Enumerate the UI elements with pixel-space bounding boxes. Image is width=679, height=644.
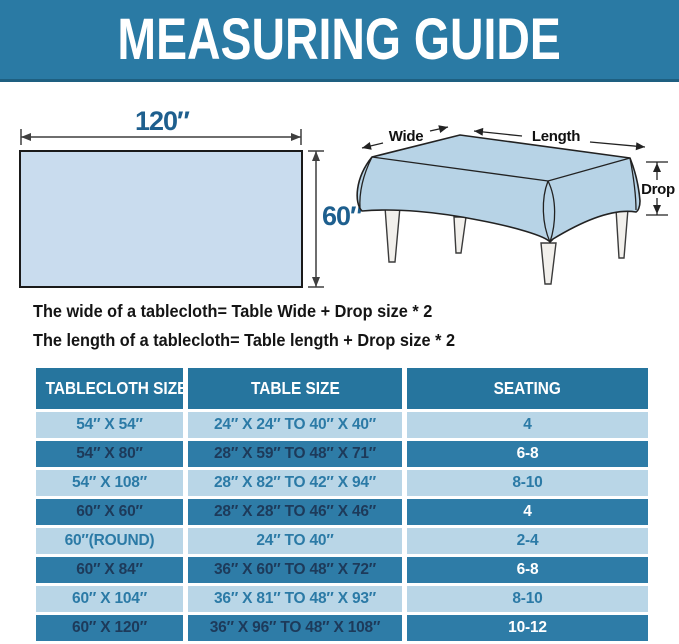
arrowhead <box>653 205 661 214</box>
table-cell: 36″ X 81″ TO 48″ X 93″ <box>188 586 402 612</box>
table-cell: 24″ X 24″ TO 40″ X 40″ <box>188 412 402 438</box>
arrowhead-up <box>312 151 320 161</box>
table-leg <box>385 207 400 262</box>
table-row <box>36 528 648 554</box>
table-cell: 36″ X 96″ TO 48″ X 108″ <box>188 615 402 641</box>
table-cell: 6-8 <box>407 557 648 583</box>
table-cell: 54″ X 80″ <box>36 441 183 467</box>
formula-length: The length of a tablecloth= Table length + Drop size * 2 <box>33 330 456 350</box>
table-leg <box>616 209 628 258</box>
table-cell: 54″ X 54″ <box>36 412 183 438</box>
table-cell: 60″ X 104″ <box>36 586 183 612</box>
table-cell: 10-12 <box>407 615 648 641</box>
arrowhead <box>636 142 645 150</box>
table-cell: 4 <box>407 499 648 525</box>
table-cell: 54″ X 108″ <box>36 470 183 496</box>
width-dimension-label: 120″ <box>135 106 189 136</box>
table-cell: 28″ X 59″ TO 48″ X 71″ <box>188 441 402 467</box>
table-row <box>36 412 648 438</box>
table-row <box>36 615 648 641</box>
table-row <box>36 499 648 525</box>
table-row <box>36 586 648 612</box>
table-cell: 8-10 <box>407 586 648 612</box>
arrowhead <box>474 128 483 136</box>
table-illustration <box>357 125 675 284</box>
length-label: Length <box>531 128 581 145</box>
table-cell: 36″ X 60″ TO 48″ X 72″ <box>188 557 402 583</box>
table-cell: 60″ X 60″ <box>36 499 183 525</box>
flat-tablecloth-diagram <box>20 106 363 287</box>
arrowhead-left <box>21 133 31 141</box>
tablecloth-rectangle <box>20 151 302 287</box>
column-header-tablecloth-size: TABLECLOTH SIZE <box>36 368 183 409</box>
table-cell: 24″ TO 40″ <box>188 528 402 554</box>
tablecloth-shape <box>357 135 640 242</box>
size-chart-table <box>31 365 653 644</box>
table-cell: 60″ X 120″ <box>36 615 183 641</box>
height-dimension-label: 60″ <box>322 201 362 231</box>
arrowhead-down <box>312 277 320 287</box>
table-row <box>36 441 648 467</box>
wide-label: Wide <box>388 128 424 145</box>
table-cell: 60″(ROUND) <box>36 528 183 554</box>
formula-width: The wide of a tablecloth= Table Wide + Drop size * 2 <box>33 301 433 321</box>
column-header-seating: SEATING <box>407 368 648 409</box>
table-cell: 28″ X 82″ TO 42″ X 94″ <box>188 470 402 496</box>
header-row <box>36 368 648 409</box>
arrowhead <box>653 163 661 172</box>
page-title: MEASURING GUIDE <box>117 7 562 72</box>
arrowhead-right <box>291 133 301 141</box>
table-row <box>36 557 648 583</box>
column-header-table-size: TABLE SIZE <box>188 368 402 409</box>
table-cell: 4 <box>407 412 648 438</box>
arrowhead <box>362 142 372 150</box>
table-cell: 60″ X 84″ <box>36 557 183 583</box>
measuring-diagram <box>0 81 679 313</box>
table-cell: 8-10 <box>407 470 648 496</box>
header-banner <box>0 0 679 82</box>
table-cell: 6-8 <box>407 441 648 467</box>
table-cell: 2-4 <box>407 528 648 554</box>
table-leg <box>454 217 466 253</box>
table-cell: 28″ X 28″ TO 46″ X 46″ <box>188 499 402 525</box>
drop-label: Drop <box>641 181 675 198</box>
table-row <box>36 470 648 496</box>
table-leg <box>541 243 556 284</box>
arrowhead <box>438 125 448 133</box>
